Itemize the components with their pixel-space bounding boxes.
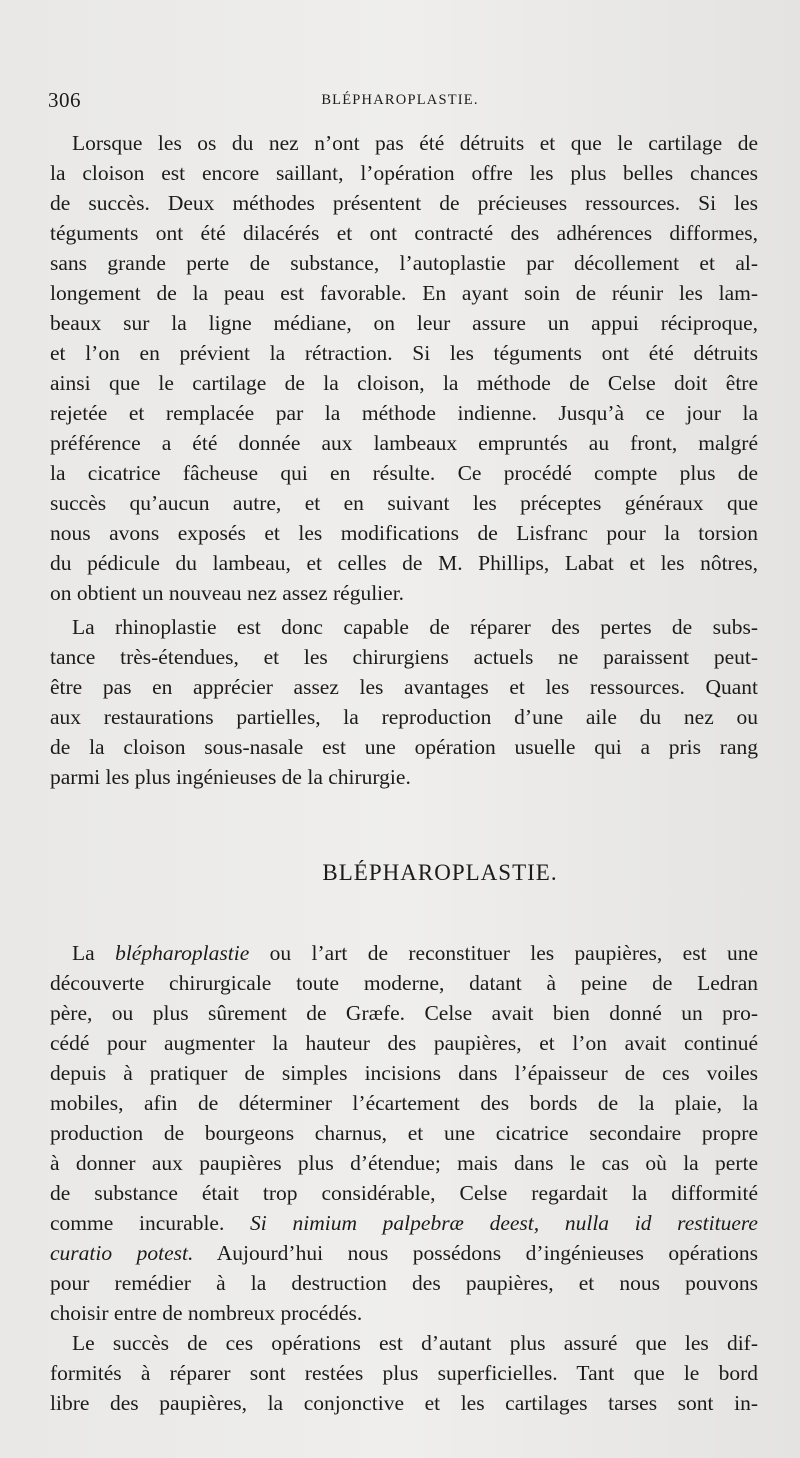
- running-title: BLÉPHAROPLASTIE.: [321, 92, 479, 108]
- text-line: pour remédier à la destruction des paupières, et nous pouvons: [50, 1271, 758, 1295]
- text-line: cédé pour augmenter la hauteur des paupières, et l’on avait continué: [50, 1031, 758, 1055]
- text-line: sans grande perte de substance, l’autoplastie par décollement et al-: [50, 251, 758, 275]
- text-line: être pas en apprécier assez les avantages et les ressources. Quant: [50, 675, 758, 699]
- text-line: on obtient un nouveau nez assez régulier.: [50, 581, 405, 605]
- text-line: à donner aux paupières plus d’étendue; mais dans le cas où la perte: [50, 1151, 758, 1175]
- text-line: succès qu’aucun autre, et en suivant les préceptes généraux que: [50, 491, 758, 515]
- text-line: mobiles, afin de déterminer l’écartement des bords de la plaie, la: [50, 1091, 758, 1115]
- text-line: ainsi que le cartilage de la cloison, la méthode de Celse doit être: [50, 371, 758, 395]
- section-heading-text: BLÉPHAROPLASTIE.: [322, 860, 558, 885]
- paragraph-rhinoplasty-summary: [50, 612, 758, 792]
- text-line: parmi les plus ingénieuses de la chirurgie.: [50, 765, 411, 789]
- text-line: et l’on en prévient la rétraction. Si les téguments ont été détruits: [50, 341, 758, 365]
- text-line: La blépharoplastie ou l’art de reconstituer les paupières, est une: [72, 941, 758, 965]
- text-line: Lorsque les os du nez n’ont pas été détruits et que le cartilage de: [72, 131, 758, 155]
- text-line: formités à réparer sont restées plus superficielles. Tant que le bord: [50, 1361, 758, 1385]
- text-line: rejetée et remplacée par la méthode indienne. Jusqu’à ce jour la: [50, 401, 758, 425]
- text-line: de succès. Deux méthodes présentent de précieuses ressources. Si les: [50, 191, 758, 215]
- text-line: comme incurable. Si nimium palpebræ deest, nulla id restituere: [50, 1211, 758, 1235]
- text-line: La rhinoplastie est donc capable de réparer des pertes de subs-: [72, 615, 758, 639]
- text-line: découverte chirurgicale toute moderne, datant à peine de Ledran: [50, 971, 758, 995]
- text-line: du pédicule du lambeau, et celles de M. Phillips, Labat et les nôtres,: [50, 551, 758, 575]
- text-line: Le succès de ces opérations est d’autant plus assuré que les dif-: [72, 1331, 758, 1355]
- text-line: libre des paupières, la conjonctive et les cartilages tarses sont in-: [50, 1391, 758, 1415]
- latin-quote: curatio potest.: [50, 1241, 194, 1265]
- section-heading: [0, 860, 800, 886]
- text-line: téguments ont été dilacérés et ont contracté des adhérences difformes,: [50, 221, 758, 245]
- paragraph-rhinoplasty-methods: [50, 128, 758, 608]
- text-line: de la cloison sous-nasale est une opération usuelle qui a pris rang: [50, 735, 758, 759]
- text-line: préférence a été donnée aux lambeaux empruntés au front, malgré: [50, 431, 758, 455]
- text-line: beaux sur la ligne médiane, on leur assure un appui réciproque,: [50, 311, 758, 335]
- paragraph-blepharoplasty-intro: [50, 938, 758, 1328]
- text-line: nous avons exposés et les modifications de Lisfranc pour la torsion: [50, 521, 758, 545]
- text-line: la cloison est encore saillant, l’opération offre les plus belles chances: [50, 161, 758, 185]
- text-line: depuis à pratiquer de simples incisions dans l’épaisseur de ces voiles: [50, 1061, 758, 1085]
- page-number: 306: [48, 88, 81, 112]
- text-line: père, ou plus sûrement de Græfe. Celse avait bien donné un pro-: [50, 1001, 758, 1025]
- text-line: curatio potest. Aujourd’hui nous possédons d’ingénieuses opérations: [50, 1241, 758, 1265]
- text-line: de substance était trop considérable, Celse regardait la difformité: [50, 1181, 758, 1205]
- text-line: choisir entre de nombreux procédés.: [50, 1301, 363, 1325]
- text-line: production de bourgeons charnus, et une cicatrice secondaire propre: [50, 1121, 758, 1145]
- text-line: aux restaurations partielles, la reproduction d’une aile du nez ou: [50, 705, 758, 729]
- paragraph-blepharoplasty-success: [50, 1328, 758, 1418]
- latin-quote: Si nimium palpebræ deest, nulla id restituere: [250, 1211, 758, 1235]
- text-line: longement de la peau est favorable. En ayant soin de réunir les lam-: [50, 281, 758, 305]
- text-line: tance très-étendues, et les chirurgiens actuels ne paraissent peut-: [50, 645, 758, 669]
- text-line: la cicatrice fâcheuse qui en résulte. Ce procédé compte plus de: [50, 461, 758, 485]
- page-header: [48, 88, 752, 118]
- emphasized-term: blépharoplastie: [115, 941, 250, 965]
